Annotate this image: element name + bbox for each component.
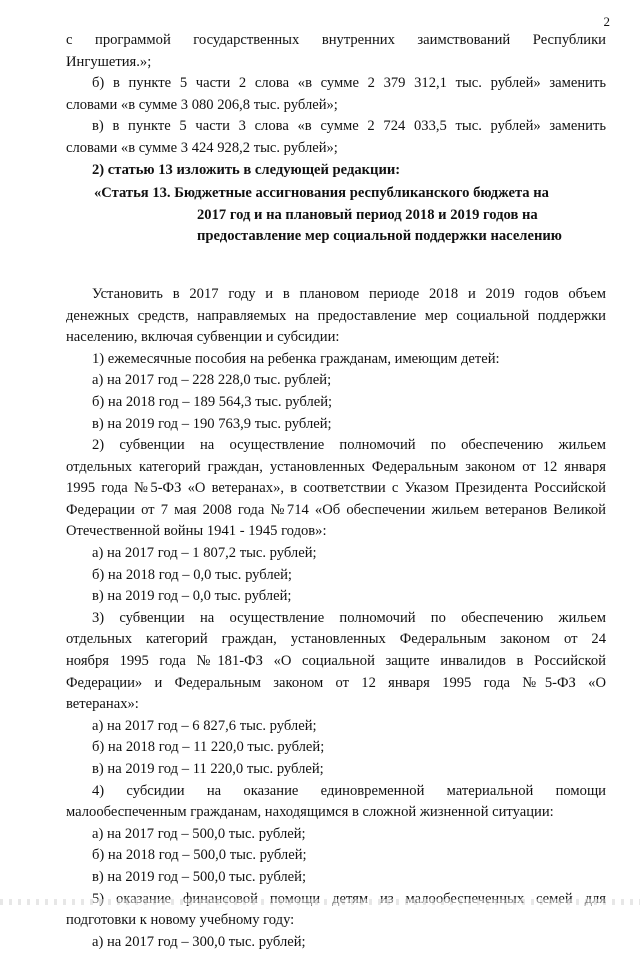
text-line: в) на 2019 год – 500,0 тыс. рублей; <box>92 868 307 885</box>
text-line: в) на 2019 год – 190 763,9 тыс. рублей; <box>92 415 332 432</box>
text-line: 4) субсидии на оказание единовременной материальной помощи <box>92 782 606 799</box>
scan-edge-artifact <box>0 899 640 905</box>
text-line: словами «в сумме 3 424 928,2 тыс. рублей»; <box>66 139 338 156</box>
text-line: в) на 2019 год – 11 220,0 тыс. рублей; <box>92 761 324 777</box>
text-line: а) на 2017 год – 6 827,6 тыс. рублей; <box>92 717 317 734</box>
intro-section <box>66 30 606 181</box>
text-line: Ингушетия.»; <box>66 53 152 70</box>
text-line: 2) субвенции на осуществление полномочий по обеспечению жильем <box>92 437 606 454</box>
text-line: Установить в 2017 году и в плановом периоде 2018 и 2019 годов объем <box>92 285 606 302</box>
text-line: Федерации от 7 мая 2008 года №714 «Об обеспечении жильем ветеранов Великой <box>66 501 606 518</box>
text-line: 1995 года №5-ФЗ «О ветеранах», в соответствии с Указом Президента Российской <box>66 480 606 497</box>
text-line: в) в пункте 5 части 3 слова «в сумме 2 724 033,5 тыс. рублей» заменить <box>92 118 606 135</box>
text-line: отдельных категорий граждан, установленных Федеральным законом от 12 января <box>66 458 606 475</box>
text-line: подготовки к новому учебному году: <box>66 912 295 929</box>
document-body <box>66 30 606 953</box>
text-line: малообеспеченным гражданам, находящимся в сложной жизненной ситуации: <box>66 804 554 821</box>
text-line: 1) ежемесячные пособия на ребенка гражданам, имеющим детей: <box>92 350 500 367</box>
text-line: словами «в сумме 3 080 206,8 тыс. рублей»; <box>66 96 338 113</box>
text-line: ноября 1995 года №181-ФЗ «О социальной защите инвалидов в Российской <box>66 653 606 670</box>
text-line: а) на 2017 год – 228 228,0 тыс. рублей; <box>92 372 332 389</box>
spacer <box>66 248 606 284</box>
text-line: в) на 2019 год – 0,0 тыс. рублей; <box>92 588 292 605</box>
article-text <box>66 284 606 953</box>
text-line: с программой государственных внутренних заимствований Республики <box>66 32 606 48</box>
page-number: 2 <box>603 14 610 29</box>
text-line: Федерации» и Федеральным законом от 12 января 1995 года №5-ФЗ «О <box>66 674 606 691</box>
article-title-line-2: 2017 год и на плановый период 2018 и 2019 годов на <box>197 206 538 223</box>
article-title-line-1: «Статья 13. Бюджетные ассигнования республиканского бюджета на <box>94 185 549 202</box>
article-title-line-3: предоставление мер социальной поддержки населению <box>197 228 562 245</box>
text-line: а) на 2017 год – 300,0 тыс. рублей; <box>92 933 306 950</box>
text-line: б) на 2018 год – 500,0 тыс. рублей; <box>92 847 307 864</box>
text-line: денежных средств, направляемых на предоставление мер социальной поддержки <box>66 307 606 324</box>
text-line: 2) статью 13 изложить в следующей редакции: <box>92 161 401 178</box>
text-line: б) на 2018 год – 189 564,3 тыс. рублей; <box>92 393 333 410</box>
text-line: б) в пункте 5 части 2 слова «в сумме 2 379 312,1 тыс. рублей» заменить <box>92 75 606 92</box>
text-line: ветеранах»: <box>66 696 139 713</box>
text-line: Отечественной войны 1941 - 1945 годов»: <box>66 523 327 540</box>
text-line: б) на 2018 год – 11 220,0 тыс. рублей; <box>92 739 325 756</box>
text-line: а) на 2017 год – 500,0 тыс. рублей; <box>92 825 306 842</box>
text-line: отдельных категорий граждан, установленных Федеральным законом от 24 <box>66 631 606 648</box>
text-line: населению, включая субвенции и субсидии: <box>66 329 340 346</box>
text-line: б) на 2018 год – 0,0 тыс. рублей; <box>92 566 292 583</box>
text-line: 3) субвенции на осуществление полномочий по обеспечению жильем <box>92 609 606 626</box>
article-title <box>94 183 606 248</box>
text-line: а) на 2017 год – 1 807,2 тыс. рублей; <box>92 545 317 562</box>
